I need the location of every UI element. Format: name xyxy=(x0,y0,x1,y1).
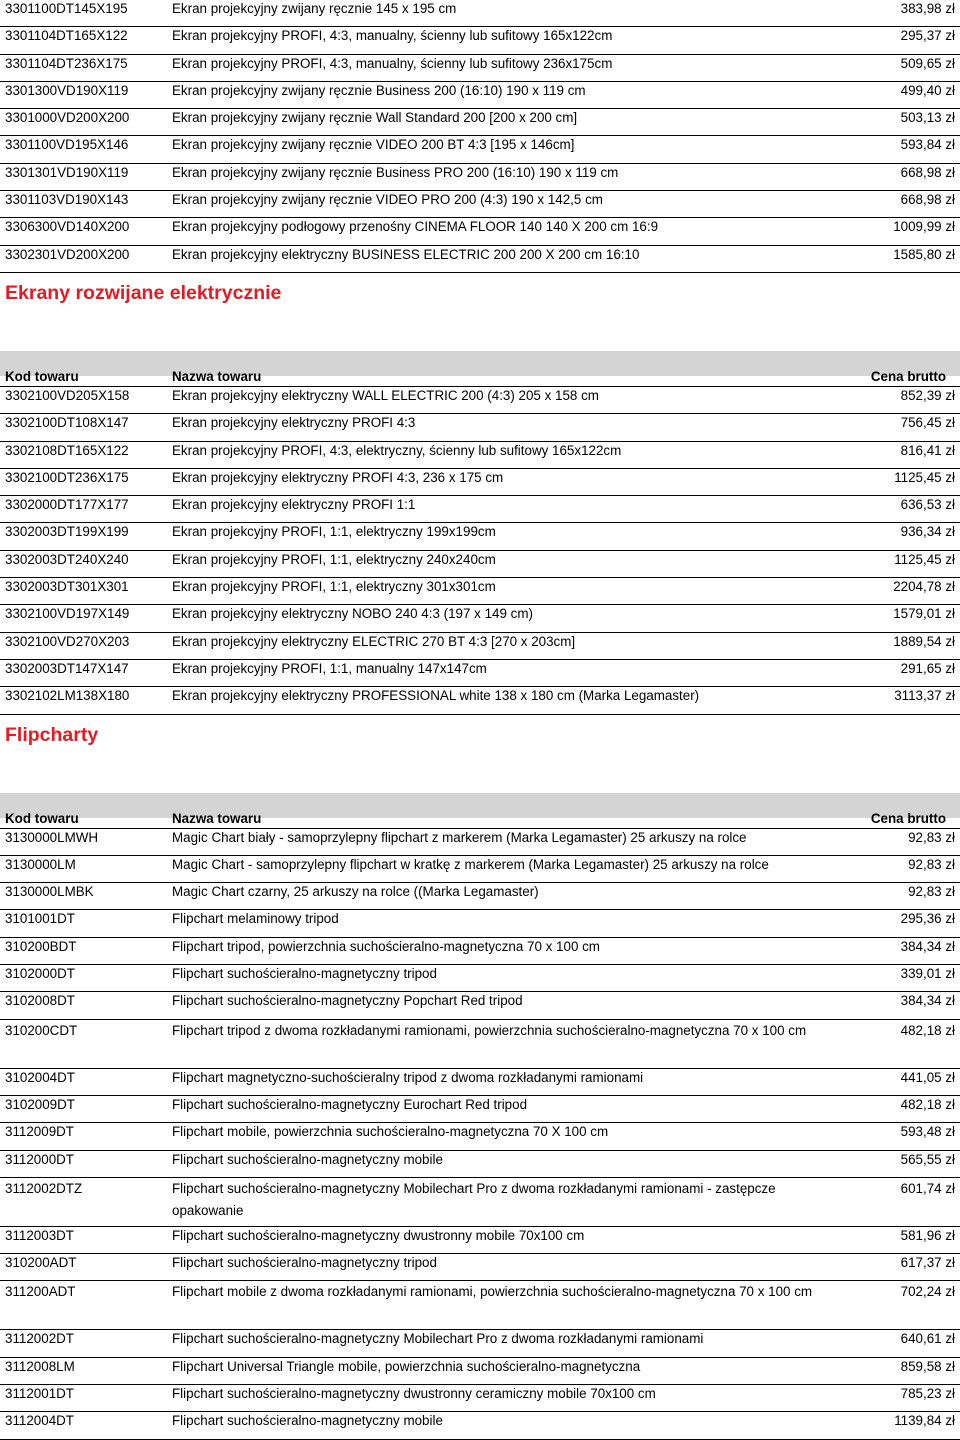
product-price: 936,34 zł xyxy=(900,524,955,540)
product-name: Ekran projekcyjny elektryczny PROFI 4:3, 236 x 175 cm xyxy=(172,469,504,485)
header-code: Kod towaru xyxy=(5,368,79,384)
product-price: 92,83 zł xyxy=(908,856,955,872)
product-code: 3102004DT xyxy=(5,1069,75,1085)
header-name: Nazwa towaru xyxy=(172,368,262,384)
product-name: Ekran projekcyjny elektryczny NOBO 240 4:3 (197 x 149 cm) xyxy=(172,606,533,622)
product-price: 92,83 zł xyxy=(908,884,955,900)
product-price: 668,98 zł xyxy=(900,192,955,208)
product-price: 2204,78 zł xyxy=(893,579,955,595)
table-row xyxy=(0,965,960,992)
product-name: Ekran projekcyjny elektryczny PROFI 4:3 xyxy=(172,415,416,431)
table-row xyxy=(0,442,960,469)
table-row xyxy=(0,27,960,54)
product-name: Flipchart suchościeralno-magnetyczny dwustronny ceramiczny mobile 70x100 cm xyxy=(172,1385,656,1401)
product-code: 3102008DT xyxy=(5,993,75,1009)
table-row xyxy=(0,469,960,496)
table-row xyxy=(0,633,960,660)
product-name: Ekran projekcyjny zwijany ręcznie VIDEO PRO 200 (4:3) 190 x 142,5 cm xyxy=(172,192,603,208)
product-name: Flipchart mobile z dwoma rozkładanymi ramionami, powierzchnia suchościeralno-magnetyczna 70 x 100 cm xyxy=(172,1284,813,1300)
product-code: 3102009DT xyxy=(5,1096,75,1112)
product-code: 3302108DT165X122 xyxy=(5,442,129,458)
table-row xyxy=(0,246,960,273)
product-code: 3101001DT xyxy=(5,911,75,927)
product-price: 702,24 zł xyxy=(900,1284,955,1300)
product-price: 1125,45 zł xyxy=(894,551,955,567)
product-code: 3112002DT xyxy=(5,1331,74,1347)
product-code: 3302100DT236X175 xyxy=(5,469,129,485)
table-row xyxy=(0,687,960,714)
header-code: Kod towaru xyxy=(5,810,79,826)
product-name: Flipchart mobile, powierzchnia suchościeralno-magnetyczna 70 X 100 cm xyxy=(172,1124,609,1140)
product-price: 668,98 zł xyxy=(900,164,955,180)
product-name: Ekran projekcyjny zwijany ręcznie Wall Standard 200 [200 x 200 cm] xyxy=(172,110,578,126)
product-price: 640,61 zł xyxy=(900,1331,955,1347)
product-code: 3112008LM xyxy=(5,1358,75,1374)
table-row xyxy=(0,910,960,937)
product-code: 3301104DT236X175 xyxy=(5,55,128,71)
product-price: 1579,01 zł xyxy=(893,606,955,622)
table-row xyxy=(0,578,960,605)
product-price: 384,34 zł xyxy=(900,938,955,954)
product-name: Magic Chart - samoprzylepny flipchart w kratkę z markerem (Marka Legamaster) 25 arkuszy na rolce xyxy=(172,856,769,872)
product-name: Ekran projekcyjny elektryczny PROFI 1:1 xyxy=(172,497,416,513)
header-name: Nazwa towaru xyxy=(172,810,262,826)
product-name: Ekran projekcyjny elektryczny PROFESSIONAL white 138 x 180 cm (Marka Legamaster) xyxy=(172,688,700,704)
product-name: Ekran projekcyjny elektryczny WALL ELECTRIC 200 (4:3) 205 x 158 cm xyxy=(172,387,599,403)
product-name: Flipchart suchościeralno-magnetyczny Eurochart Red tripod xyxy=(172,1096,528,1112)
product-price: 482,18 zł xyxy=(900,1022,955,1038)
section-spacer xyxy=(0,753,960,793)
product-price: 565,55 zł xyxy=(900,1151,955,1167)
product-price: 499,40 zł xyxy=(900,82,955,98)
product-code: 3112000DT xyxy=(5,1151,74,1167)
table-row xyxy=(0,992,960,1019)
table-row xyxy=(0,1227,960,1254)
product-name: Ekran projekcyjny elektryczny BUSINESS ELECTRIC 200 200 X 200 cm 16:10 xyxy=(172,246,640,262)
product-name: Flipchart suchościeralno-magnetyczny Mobilechart Pro z dwoma rozkładanymi ramionami - zastępcze opakowanie xyxy=(172,1180,776,1218)
table-row xyxy=(0,1151,960,1178)
table-row xyxy=(0,1412,960,1439)
product-name: Ekran projekcyjny zwijany ręcznie 145 x 195 cm xyxy=(172,1,457,16)
table-row xyxy=(0,1123,960,1150)
product-price: 601,74 zł xyxy=(900,1180,955,1196)
top-product-table xyxy=(0,0,960,273)
table-row xyxy=(0,1069,960,1096)
product-price: 636,53 zł xyxy=(900,497,955,513)
table-row xyxy=(0,414,960,441)
table-row xyxy=(0,1358,960,1385)
product-name: Ekran projekcyjny PROFI, 1:1, elektryczny 301x301cm xyxy=(172,579,496,595)
product-name: Ekran projekcyjny zwijany ręcznie VIDEO 200 BT 4:3 [195 x 146cm] xyxy=(172,137,575,153)
section-title-electric: Ekrany rozwijane elektrycznie xyxy=(5,281,282,304)
product-price: 859,58 zł xyxy=(900,1358,955,1374)
product-price: 384,34 zł xyxy=(900,993,955,1009)
product-name: Ekran projekcyjny zwijany ręcznie Business PRO 200 (16:10) 190 x 119 cm xyxy=(172,164,619,180)
product-price: 852,39 zł xyxy=(900,387,955,403)
table-row xyxy=(0,0,960,27)
product-code: 3302003DT240X240 xyxy=(5,551,129,567)
table-row xyxy=(0,829,960,856)
product-price: 1125,45 zł xyxy=(894,469,955,485)
header-price: Cena brutto xyxy=(870,368,946,384)
product-name: Magic Chart biały - samoprzylepny flipchart z markerem (Marka Legamaster) 25 arkuszy na rolce xyxy=(172,829,747,845)
table-row xyxy=(0,938,960,965)
product-code: 3302100VD270X203 xyxy=(5,633,130,649)
table-row xyxy=(0,496,960,523)
product-price: 1889,54 zł xyxy=(893,633,955,649)
table-header-electric xyxy=(0,351,960,387)
product-code: 3302100DT108X147 xyxy=(5,415,129,431)
product-price: 1009,99 zł xyxy=(893,219,955,235)
product-name: Flipchart suchościeralno-magnetyczny Mobilechart Pro z dwoma rozkładanymi ramionami xyxy=(172,1331,704,1347)
product-code: 3302100VD205X158 xyxy=(5,387,130,403)
product-code: 3130000LMWH xyxy=(5,829,99,845)
product-price: 383,98 zł xyxy=(900,1,955,16)
product-name: Ekran projekcyjny PROFI, 4:3, elektryczny, ścienny lub sufitowy 165x122cm xyxy=(172,442,622,458)
product-name: Flipchart tripod z dwoma rozkładanymi ramionami, powierzchnia suchościeralno-magnetyczna 70 x 100 cm xyxy=(172,1022,807,1038)
product-name: Flipchart suchościeralno-magnetyczny mobile xyxy=(172,1413,443,1429)
product-code: 310200ADT xyxy=(5,1255,77,1271)
product-name: Ekran projekcyjny PROFI, 4:3, manualny, ścienny lub sufitowy 165x122cm xyxy=(172,28,613,44)
product-price: 3113,37 zł xyxy=(894,688,955,704)
product-name: Ekran projekcyjny PROFI, 1:1, manualny 147x147cm xyxy=(172,660,487,676)
product-name: Ekran projekcyjny zwijany ręcznie Business 200 (16:10) 190 x 119 cm xyxy=(172,82,586,98)
table-row xyxy=(0,523,960,550)
product-code: 3112002DTZ xyxy=(5,1180,83,1196)
product-code: 3301104DT165X122 xyxy=(5,28,128,44)
product-name: Ekran projekcyjny PROFI, 1:1, elektryczny 199x199cm xyxy=(172,524,496,540)
flipchart-product-table xyxy=(0,829,960,1440)
product-code: 3302102LM138X180 xyxy=(5,688,130,704)
product-price: 509,65 zł xyxy=(900,55,955,71)
product-code: 3112004DT xyxy=(5,1413,74,1429)
product-code: 310200BDT xyxy=(5,938,77,954)
table-row xyxy=(0,883,960,910)
product-code: 3112001DT xyxy=(5,1385,74,1401)
table-row xyxy=(0,1020,960,1069)
product-price: 92,83 zł xyxy=(908,829,955,845)
product-code: 3302003DT147X147 xyxy=(5,660,129,676)
table-row xyxy=(0,191,960,218)
table-row xyxy=(0,1281,960,1330)
table-row xyxy=(0,1330,960,1357)
table-row xyxy=(0,1178,960,1227)
product-name: Flipchart suchościeralno-magnetyczny dwustronny mobile 70x100 cm xyxy=(172,1227,585,1243)
product-code: 3301100DT145X195 xyxy=(5,1,128,16)
product-code: 3301000VD200X200 xyxy=(5,110,130,126)
product-code: 311200ADT xyxy=(5,1284,76,1300)
product-name: Flipchart suchościeralno-magnetyczny Popchart Red tripod xyxy=(172,993,523,1009)
product-code: 3306300VD140X200 xyxy=(5,219,130,235)
product-price: 593,84 zł xyxy=(900,137,955,153)
table-row xyxy=(0,136,960,163)
product-price: 581,96 zł xyxy=(900,1227,955,1243)
product-price: 1139,84 zł xyxy=(894,1413,955,1429)
product-price: 295,37 zł xyxy=(900,28,955,44)
table-row xyxy=(0,387,960,414)
product-price: 503,13 zł xyxy=(900,110,955,126)
product-price: 816,41 zł xyxy=(900,442,955,458)
product-code: 3302003DT301X301 xyxy=(5,579,129,595)
product-name: Flipchart suchościeralno-magnetyczny tripod xyxy=(172,1255,437,1271)
table-row xyxy=(0,1385,960,1412)
table-row xyxy=(0,1096,960,1123)
product-code: 310200CDT xyxy=(5,1022,78,1038)
product-name: Ekran projekcyjny PROFI, 4:3, manualny, ścienny lub sufitowy 236x175cm xyxy=(172,55,613,71)
product-price: 482,18 zł xyxy=(900,1096,955,1112)
product-code: 3301300VD190X119 xyxy=(5,82,129,98)
product-code: 3130000LMBK xyxy=(5,884,94,900)
section-spacer xyxy=(0,311,960,351)
product-price: 339,01 zł xyxy=(900,966,955,982)
product-name: Flipchart tripod, powierzchnia suchościeralno-magnetyczna 70 x 100 cm xyxy=(172,938,600,954)
product-price: 1585,80 zł xyxy=(893,246,955,262)
product-price: 291,65 zł xyxy=(900,660,955,676)
product-code: 3112003DT xyxy=(5,1227,74,1243)
table-row xyxy=(0,1254,960,1281)
table-row xyxy=(0,660,960,687)
product-name: Ekran projekcyjny PROFI, 1:1, elektryczny 240x240cm xyxy=(172,551,496,567)
product-name: Flipchart Universal Triangle mobile, powierzchnia suchościeralno-magnetyczna xyxy=(172,1358,641,1374)
table-header-flipcharts xyxy=(0,793,960,829)
product-name: Magic Chart czarny, 25 arkuszy na rolce ((Marka Legamaster) xyxy=(172,884,539,900)
table-row xyxy=(0,164,960,191)
table-row xyxy=(0,82,960,109)
product-name: Flipchart melaminowy tripod xyxy=(172,911,339,927)
section-title-flipcharts: Flipcharty xyxy=(5,723,99,746)
product-name: Flipchart suchościeralno-magnetyczny mobile xyxy=(172,1151,443,1167)
table-row xyxy=(0,218,960,245)
product-name: Ekran projekcyjny elektryczny ELECTRIC 270 BT 4:3 [270 x 203cm] xyxy=(172,633,576,649)
product-code: 3130000LM xyxy=(5,856,76,872)
product-code: 3301301VD190X119 xyxy=(5,164,129,180)
product-price: 441,05 zł xyxy=(900,1069,955,1085)
product-name: Flipchart suchościeralno-magnetyczny tripod xyxy=(172,966,437,982)
product-code: 3301103VD190X143 xyxy=(5,192,129,208)
table-row xyxy=(0,109,960,136)
table-row xyxy=(0,856,960,883)
product-price: 617,37 zł xyxy=(900,1255,955,1271)
product-code: 3302100VD197X149 xyxy=(5,606,130,622)
product-code: 3302301VD200X200 xyxy=(5,246,130,262)
table-row xyxy=(0,605,960,632)
product-code: 3301100VD195X146 xyxy=(5,137,129,153)
product-price: 593,48 zł xyxy=(900,1124,955,1140)
product-price: 756,45 zł xyxy=(900,415,955,431)
product-code: 3102000DT xyxy=(5,966,75,982)
product-price: 295,36 zł xyxy=(900,911,955,927)
header-price: Cena brutto xyxy=(870,810,946,826)
table-row xyxy=(0,551,960,578)
product-name: Flipchart magnetyczno-suchościeralny tripod z dwoma rozkładanymi ramionami xyxy=(172,1069,644,1085)
product-code: 3112009DT xyxy=(5,1124,74,1140)
product-code: 3302000DT177X177 xyxy=(5,497,129,513)
product-code: 3302003DT199X199 xyxy=(5,524,129,540)
table-row xyxy=(0,55,960,82)
product-name: Ekran projekcyjny podłogowy przenośny CINEMA FLOOR 140 140 X 200 cm 16:9 xyxy=(172,219,659,235)
electric-product-table xyxy=(0,387,960,715)
product-price: 785,23 zł xyxy=(900,1385,955,1401)
